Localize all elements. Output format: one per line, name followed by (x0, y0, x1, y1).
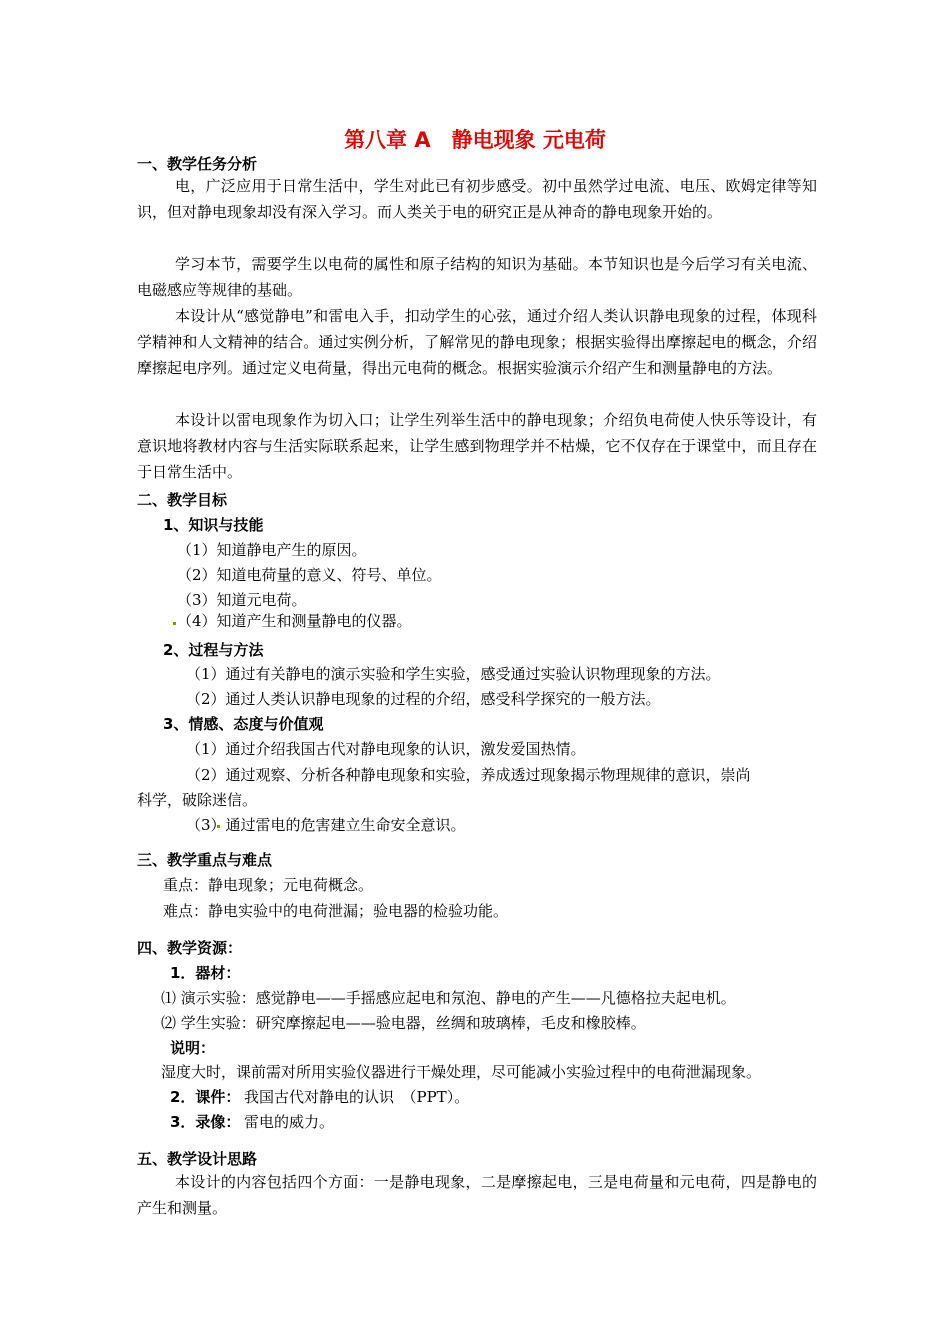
goal-attitude-item: （1）通过介绍我国古代对静电现象的认识，激发爱国热情。 (186, 740, 586, 758)
section-4-heading: 四、教学资源： (137, 939, 243, 957)
note-text: 湿度大时，课前需对所用实验仪器进行干燥处理，尽可能减小实验过程中的电荷泄漏现象。 (161, 1063, 762, 1081)
courseware-text: 我国古代对静电的认识 （PPT）。 (244, 1088, 470, 1106)
video-text: 雷电的威力。 (244, 1113, 335, 1131)
section-3-heading: 三、教学重点与难点 (137, 851, 273, 869)
section-5-paragraph-1: 本设计的内容包括四个方面：一是静电现象，二是摩擦起电，三是电荷量和元电荷，四是静电的产生和测量。 (137, 1173, 817, 1217)
difficult-point: 难点：静电实验中的电荷泄漏；验电器的检验功能。 (163, 902, 509, 920)
section-1-paragraph-3: 本设计从“感觉静电”和雷电入手，扣动学生的心弦，通过介绍人类认识静电现象的过程，体现科学精神和人文精神的结合。通过实例分析，了解常见的静电现象；根据实验得出摩擦起电的概念，介绍摩擦起电序列。通过定义电荷量，得出元电荷的概念。根据实验演示介绍产生和测量静电的方法。 (137, 307, 817, 377)
goal-attitude-item: （3）通过雷电的危害建立生命安全意识。 (186, 816, 466, 834)
stray-mark (173, 622, 176, 625)
section-1-paragraph-4: 本设计以雷电现象作为切入口；让学生列举生活中的静电现象；介绍负电荷使人快乐等设计，有意识地将教材内容与生活实际联系起来，让学生感到物理学并不枯燥，它不仅存在于课堂中，而且存在于日常生活中。 (137, 411, 817, 481)
document-title: 第八章 A 静电现象 元电荷 (344, 128, 606, 152)
goal-knowledge-item: （1）知道静电产生的原因。 (177, 541, 367, 559)
goal-process-item: （1）通过有关静电的演示实验和学生实验，感受通过实验认识物理现象的方法。 (186, 665, 721, 683)
goal-attitude-item: （2）通过观察、分析各种静电现象和实验，养成透过现象揭示物理规律的意识，崇尚 (186, 766, 751, 784)
goal-knowledge-item: （2）知道电荷量的意义、符号、单位。 (177, 566, 442, 584)
section-1-paragraph-2: 学习本节，需要学生以电荷的属性和原子结构的知识为基础。本节知识也是今后学习有关电流、电磁感应等规律的基础。 (137, 255, 817, 299)
section-2-heading: 二、教学目标 (137, 491, 228, 509)
section-5-heading: 五、教学设计思路 (137, 1150, 258, 1168)
goal-knowledge-label: 1、知识与技能 (163, 516, 264, 534)
equipment-label: 1．器材： (170, 964, 241, 982)
goal-process-item: （2）通过人类认识静电现象的过程的介绍，感受科学探究的一般方法。 (186, 690, 661, 708)
goal-knowledge-item: （3）知道元电荷。 (177, 591, 307, 609)
goal-attitude-item-continued: 科学，破除迷信。 (137, 791, 258, 809)
student-experiment: ⑵ 学生实验：研究摩擦起电——验电器，丝绸和玻璃棒，毛皮和橡胶棒。 (161, 1014, 646, 1032)
note-label: 说明： (170, 1039, 216, 1057)
goal-process-label: 2、过程与方法 (163, 641, 264, 659)
section-1-paragraph-1: 电，广泛应用于日常生活中，学生对此已有初步感受。初中虽然学过电流、电压、欧姆定律等知识，但对静电现象却没有深入学习。而人类关于电的研究正是从神奇的静电现象开始的。 (137, 177, 817, 221)
goal-attitude-label: 3、情感、态度与价值观 (163, 715, 324, 733)
demo-experiment: ⑴ 演示实验：感觉静电——手摇感应起电和氖泡、静电的产生——凡德格拉夫起电机。 (161, 989, 736, 1007)
key-point: 重点：静电现象；元电荷概念。 (163, 876, 374, 894)
courseware-label: 2．课件： (170, 1088, 241, 1106)
section-1-heading: 一、教学任务分析 (137, 155, 258, 173)
goal-knowledge-item: （4）知道产生和测量静电的仪器。 (177, 612, 412, 630)
video-label: 3．录像： (170, 1113, 241, 1131)
